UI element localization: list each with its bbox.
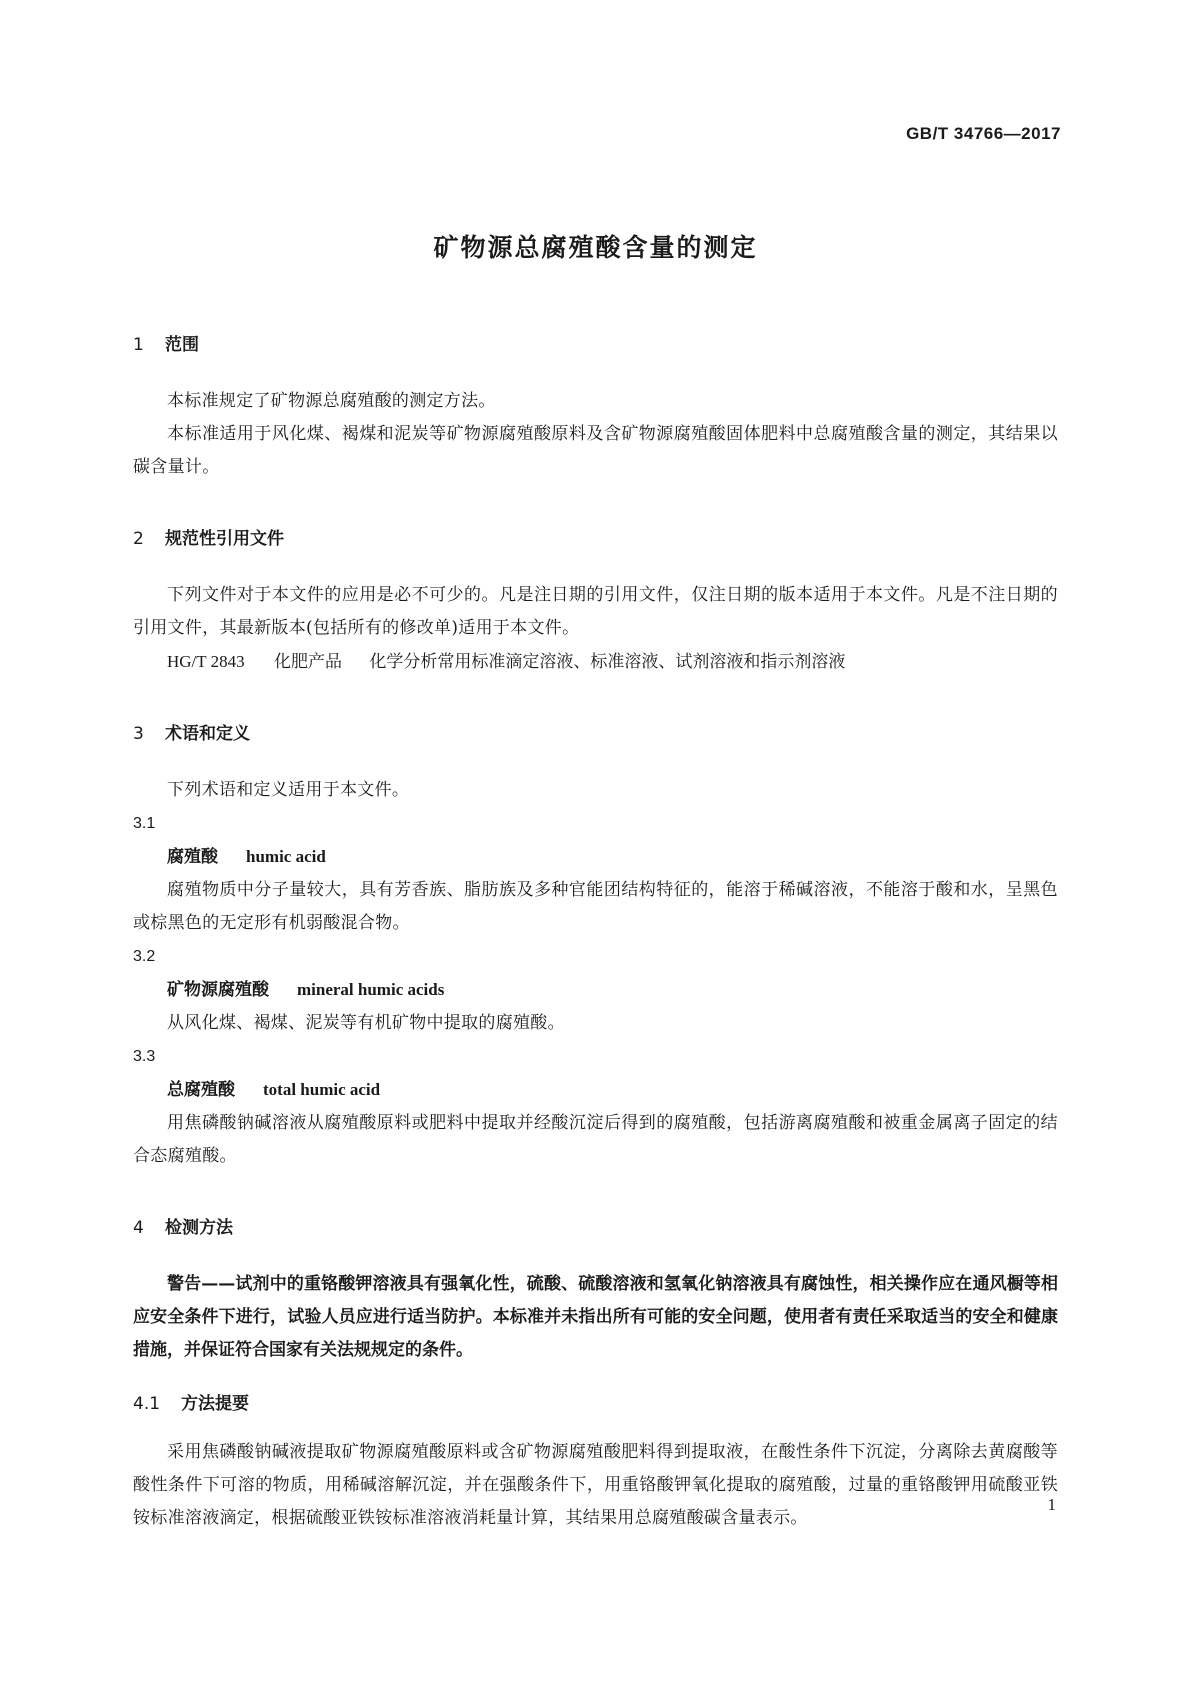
section-number: 1 [133,335,144,355]
term-chinese: 总腐殖酸 [167,1080,235,1100]
reference-title-part: 化学分析常用标准滴定溶液、标准溶液、试剂溶液和指示剂溶液 [369,652,846,672]
term-number: 3.3 [133,1048,156,1065]
term-definition: 腐殖物质中分子量较大，具有芳香族、脂肪族及多种官能团结构特征的，能溶于稀碱溶液，不能溶于酸和水，呈黑色或棕黑色的无定形有机弱酸混合物。 [133,880,1058,933]
subsection-heading-4-1 [133,1389,1058,1414]
section-title: 检测方法 [165,1218,233,1238]
subsection-number: 4.1 [133,1394,161,1414]
term-number: 3.1 [133,815,156,832]
term-english: total humic acid [263,1080,381,1099]
document-body [133,330,1058,1535]
page-number: 1 [1047,1495,1056,1514]
section-title: 范围 [165,335,199,355]
document-title: 矿物源总腐殖酸含量的测定 [433,233,758,262]
paragraph: 本标准规定了矿物源总腐殖酸的测定方法。 [167,391,496,411]
term-definition: 用焦磷酸钠碱溶液从腐殖酸原料或肥料中提取并经酸沉淀后得到的腐殖酸，包括游离腐殖酸和被重金属离子固定的结合态腐殖酸。 [133,1113,1058,1166]
subsection-title: 方法提要 [181,1394,249,1414]
section-heading-3 [133,719,1058,744]
section-title: 术语和定义 [165,724,250,744]
term-entry [133,1073,1058,1107]
term-definition: 从风化煤、褐煤、泥炭等有机矿物中提取的腐殖酸。 [167,1013,565,1033]
paragraph: 采用焦磷酸钠碱液提取矿物源腐殖酸原料或含矿物源腐殖酸肥料得到提取液，在酸性条件下沉淀，分离除去黄腐酸等酸性条件下可溶的物质，用稀碱溶解沉淀，并在强酸条件下，用重铬酸钾氧化提取的腐殖酸，过量的重铬酸钾用硫酸亚铁铵标准溶液滴定，根据硫酸亚铁铵标准溶液消耗量计算，其结果用总腐殖酸碳含量表示。 [133,1442,1058,1528]
term-entry [133,840,1058,874]
section-heading-2 [133,524,1058,549]
reference-code: HG/T 2843 [167,652,245,671]
section-number: 2 [133,529,144,549]
term-number: 3.2 [133,948,156,965]
section-heading-1 [133,330,1058,355]
term-entry [133,973,1058,1007]
section-number: 4 [133,1218,144,1238]
term-chinese: 腐殖酸 [167,847,218,867]
term-english: humic acid [246,847,326,866]
section-number: 3 [133,724,144,744]
section-heading-4 [133,1213,1058,1238]
paragraph: 下列文件对于本文件的应用是必不可少的。凡是注日期的引用文件，仅注日期的版本适用于本文件。凡是不注日期的引用文件，其最新版本(包括所有的修改单)适用于本文件。 [133,585,1058,638]
paragraph: 本标准适用于风化煤、褐煤和泥炭等矿物源腐殖酸原料及含矿物源腐殖酸固体肥料中总腐殖酸含量的测定，其结果以碳含量计。 [133,424,1058,477]
standard-code: GB/T 34766—2017 [906,124,1061,143]
reference-title-part: 化肥产品 [274,652,343,672]
term-english: mineral humic acids [297,980,445,999]
normative-reference [133,645,1058,679]
paragraph: 下列术语和定义适用于本文件。 [167,780,410,800]
section-title: 规范性引用文件 [165,529,284,549]
safety-warning: 警告——试剂中的重铬酸钾溶液具有强氧化性，硫酸、硫酸溶液和氢氧化钠溶液具有腐蚀性，相关操作应在通风橱等相应安全条件下进行，试验人员应进行适当防护。本标准并未指出所有可能的安全问题，使用者有责任采取适当的安全和健康措施，并保证符合国家有关法规规定的条件。 [133,1274,1058,1360]
term-chinese: 矿物源腐殖酸 [167,980,269,1000]
